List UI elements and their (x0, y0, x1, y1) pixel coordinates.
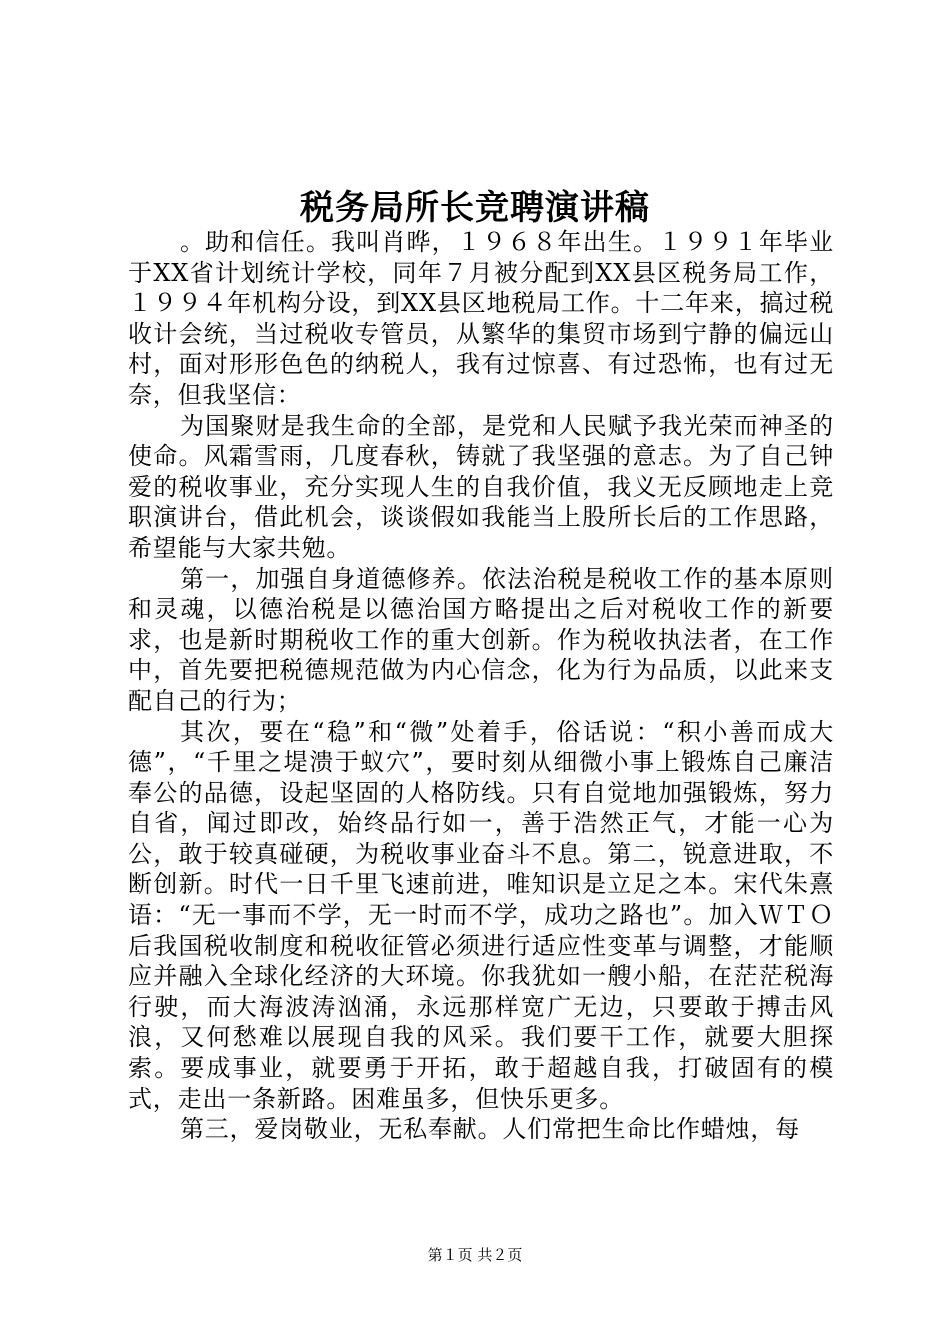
paragraph-1: 。助和信任。我叫肖晔，１９６８年出生。１９９１年毕业于XX省计划统计学校，同年７月被分配到XX县区税务局工作，１９９４年机构分设，到XX县区地税局工作。十二年来，搞过税收计会统，当过税收专管员，从繁华的集贸市场到宁静的偏远山村，面对形形色色的纳税人，我有过惊喜、有过恐怖，也有过无奈，但我坚信： (128, 228, 834, 409)
document-body (128, 227, 834, 1145)
paragraph-2: 为国聚财是我生命的全部，是党和人民赋予我光荣而神圣的使命。风霜雪雨，几度春秋，铸就了我坚强的意志。为了自己钟爱的税收事业，充分实现人生的自我价值，我义无反顾地走上竞职演讲台，借此机会，谈谈假如我能当上股所长后的工作思路，希望能与大家共勉。 (128, 411, 834, 562)
page-number-footer: 第１页 共２页 (427, 1246, 523, 1264)
paragraph-4: 其次，要在“稳”和“微”处着手，俗话说：“积小善而成大德”，“千里之堤溃于蚁穴”，要时刻从细微小事上锻炼自己廉洁奉公的品德，设起坚固的人格防线。只有自觉地加强锻炼，努力自省，闻过即改，始终品行如一，善于浩然正气，才能一心为公，敢于较真碰硬，为税收事业奋斗不息。第二，锐意进取，不断创新。时代一日千里飞速前进，唯知识是立足之本。宋代朱熹语：“无一事而不学，无一时而不学，成功之路也”。加入ＷＴＯ后我国税收制度和税收征管必须进行适应性变革与调整，才能顺应并融入全球化经济的大环境。你我犹如一艘小船，在茫茫税海行驶，而大海波涛汹涌，永远那样宽广无边，只要敢于搏击风浪，又何愁难以展现自我的风采。我们要干工作，就要大胆探索。要成事业，就要勇于开拓，敢于超越自我，打破固有的模式，走出一条新路。困难虽多，但快乐更多。 (128, 717, 834, 1113)
document-title: 税务局所长竞聘演讲稿 (300, 188, 650, 228)
paragraph-5: 第三，爱岗敬业，无私奉献。人们常把生命比作蜡烛，每 (180, 1115, 800, 1144)
paragraph-3: 第一，加强自身道德修养。依法治税是税收工作的基本原则和灵魂，以德治税是以德治国方略提出之后对税收工作的新要求，也是新时期税收工作的重大创新。作为税收执法者，在工作中，首先要把税德规范做为内心信念，化为行为品质，以此来支配自己的行为； (128, 564, 834, 715)
